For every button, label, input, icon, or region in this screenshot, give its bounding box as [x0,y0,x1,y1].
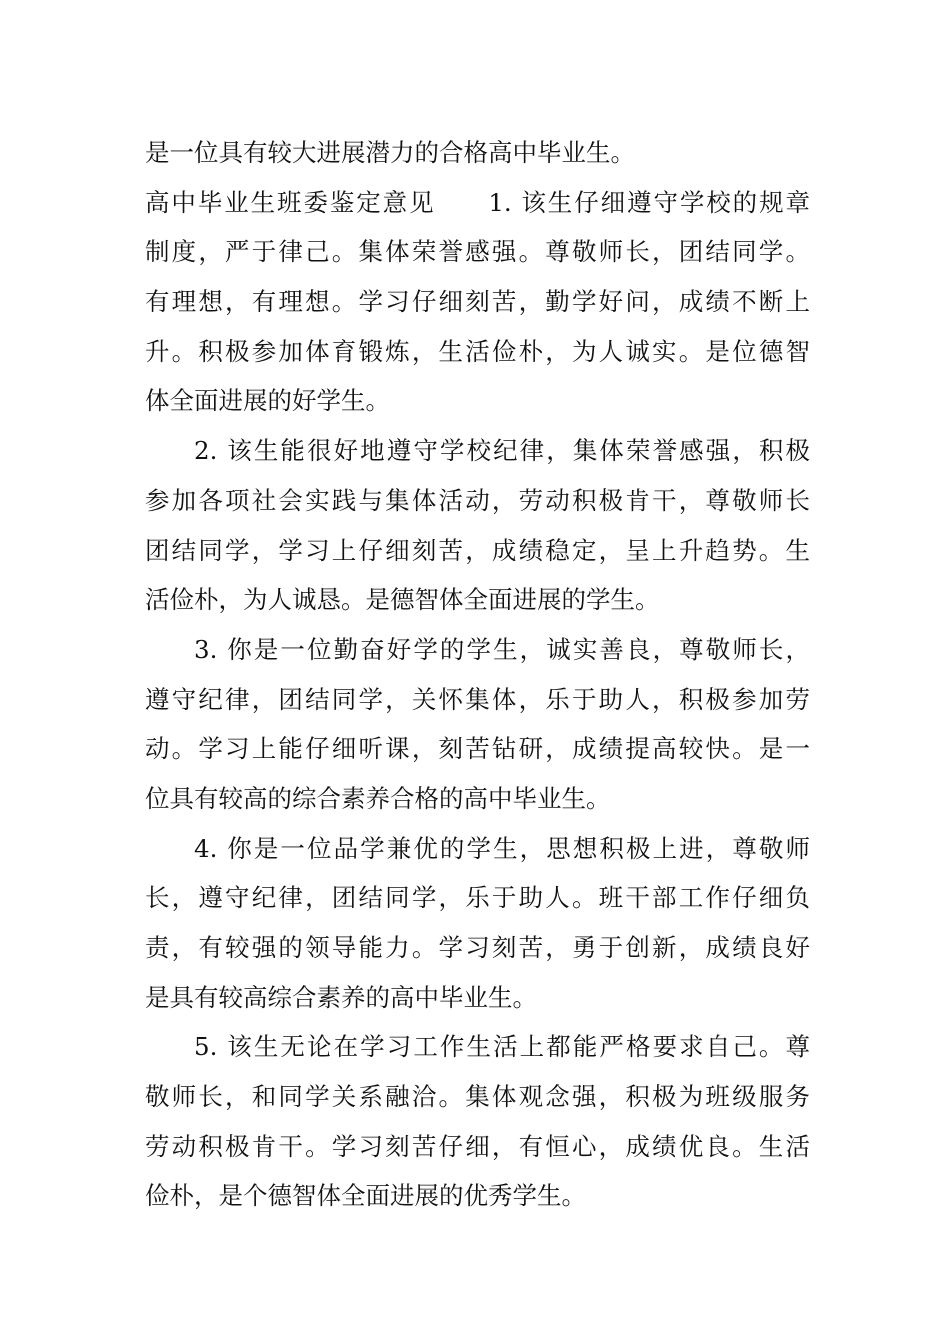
text-line: 2. 该生能很好地遵守学校纪律，集体荣誉感强，积极 [194,436,810,466]
text-line: 是一位具有较大进展潜力的合格高中毕业生。 [145,138,635,167]
text-line: 制度，严于律己。集体荣誉感强。尊敬师长，团结同学。 [145,237,810,267]
document-body [145,128,810,1221]
text-line: 位具有较高的综合素养合格的高中毕业生。 [145,783,611,813]
text-line: 敬师长，和同学关系融洽。集体观念强，积极为班级服务 [145,1082,810,1112]
text-line: 3. 你是一位勤奋好学的学生，诚实善良，尊敬师长， [194,634,810,664]
text-line: 是具有较高综合素养的高中毕业生。 [145,982,537,1012]
text-line: 团结同学，学习上仔细刻苦，成绩稳定，呈上升趋势。生 [145,535,810,565]
text-line: 高中毕业生班委鉴定意见 1. 该生仔细遵守学校的规章 [145,187,810,217]
text-line: 活俭朴，为人诚恳。是德智体全面进展的学生。 [145,585,660,615]
text-line: 体全面进展的好学生。 [145,386,390,416]
text-line: 有理想，有理想。学习仔细刻苦，勤学好问，成绩不断上 [145,287,810,317]
text-line: 升。积极参加体育锻炼，生活俭朴，为人诚实。是位德智 [145,336,810,366]
text-line: 责，有较强的领导能力。学习刻苦，勇于创新，成绩良好 [145,933,810,962]
text-line: 5. 该生无论在学习工作生活上都能严格要求自己。尊 [194,1032,810,1062]
text-line: 俭朴，是个德智体全面进展的优秀学生。 [145,1181,586,1211]
text-line: 遵守纪律，团结同学，关怀集体，乐于助人，积极参加劳 [145,684,810,714]
text-line: 参加各项社会实践与集体活动，劳动积极肯干，尊敬师长 [145,485,810,515]
text-line: 劳动积极肯干。学习刻苦仔细，有恒心，成绩优良。生活 [145,1131,810,1161]
text-line: 动。学习上能仔细听课，刻苦钻研，成绩提高较快。是一 [145,734,810,764]
text-line: 4. 你是一位品学兼优的学生，思想积极上进，尊敬师 [194,833,810,863]
text-line: 长，遵守纪律，团结同学，乐于助人。班干部工作仔细负 [145,883,810,913]
